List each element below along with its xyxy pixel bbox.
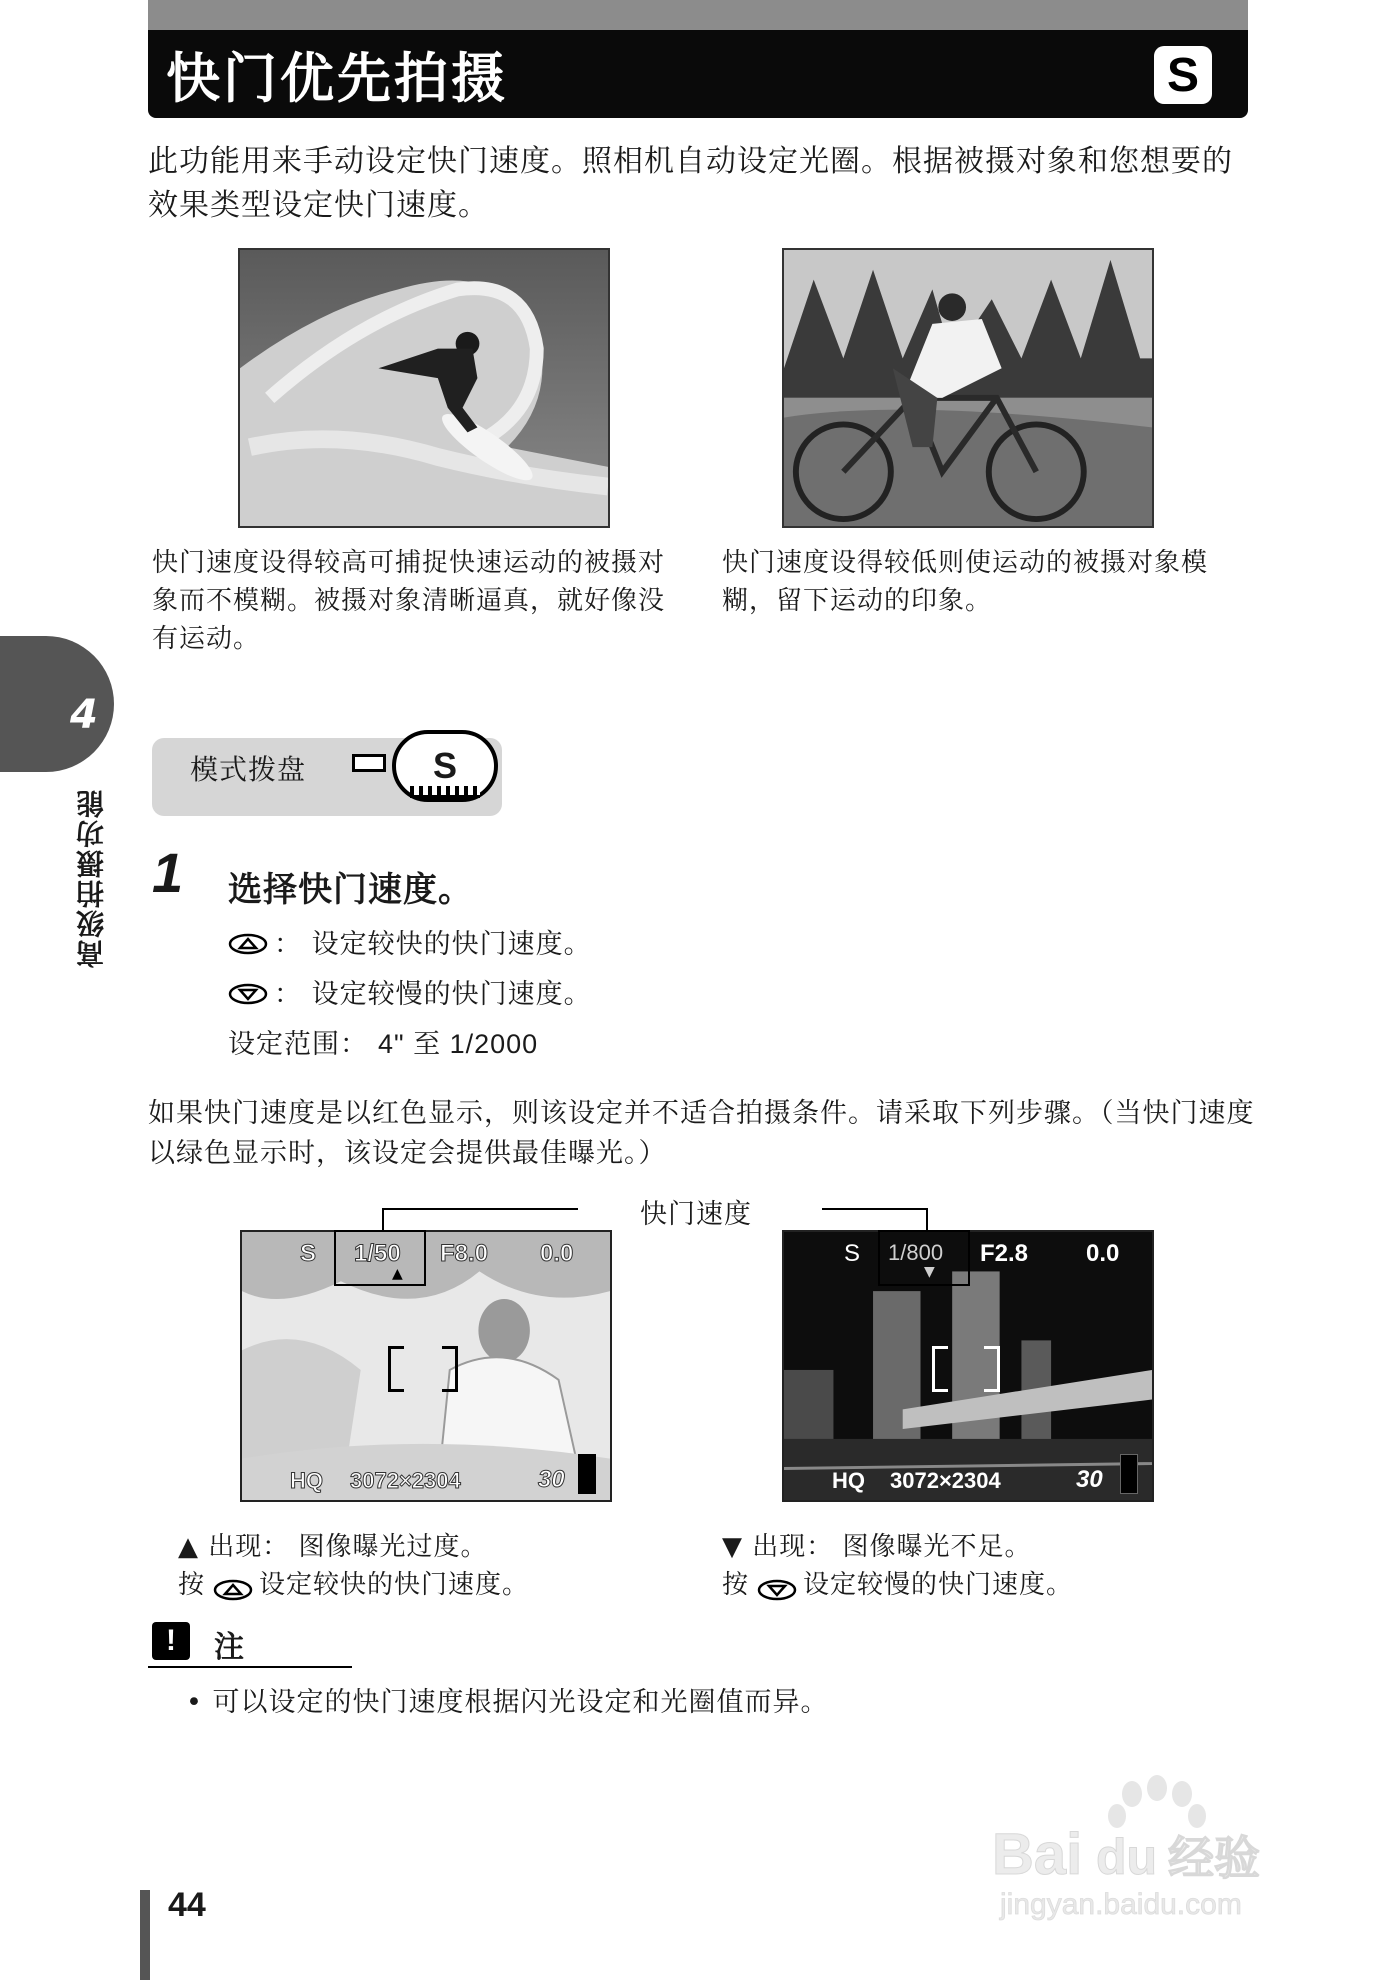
lcd-overexposed: [240, 1230, 612, 1502]
up-key-text: ： 设定较快的快门速度。: [274, 929, 592, 960]
page-number: 44: [168, 1886, 206, 1924]
svg-text:Bai: Bai: [992, 1822, 1083, 1887]
down-arrow-key-icon: [757, 1574, 797, 1596]
up-arrow-key-icon: [228, 931, 268, 953]
lcd-right-ev: 0.0: [1086, 1240, 1120, 1267]
fast-shutter-caption: 快门速度设得较高可捕捉快速运动的被摄对象而不模糊。被摄对象清晰逼真，就好像没有运动。: [152, 548, 666, 654]
lcd-left-ev: 0.0: [540, 1240, 574, 1267]
press-label: 按: [178, 1570, 206, 1600]
shutter-highlight-right: [878, 1230, 970, 1286]
overexposure-action: [178, 1566, 529, 1604]
underexposure-action: [722, 1566, 1073, 1604]
underexposure-action-text: 设定较慢的快门速度。: [803, 1570, 1074, 1600]
lcd-left-aperture: F8.0: [440, 1240, 489, 1267]
range-line: [228, 1022, 538, 1061]
af-frame-right-icon: [442, 1346, 458, 1392]
lcd-right-resolution: 3072×2304: [890, 1468, 1001, 1493]
shutter-highlight-left: [334, 1230, 426, 1286]
cyclist-photo: [782, 248, 1154, 528]
af-frame-left-icon: [932, 1346, 948, 1392]
range-label: 设定范围：: [228, 1029, 368, 1060]
step-title: 选择快门速度。: [228, 870, 473, 910]
lcd-left-resolution: 3072×2304: [350, 1468, 461, 1493]
lcd-right-frames: 30: [1076, 1466, 1103, 1493]
underexposure-arrow-icon: ▼: [924, 1264, 935, 1280]
af-frame-left-icon: [388, 1346, 404, 1392]
leader-line-left: [382, 1208, 578, 1210]
color-note: 如果快门速度是以红色显示，则该设定并不适合拍摄条件。请采取下列步骤。（当快门速度以绿色显示时，该设定会提供最佳曝光。）: [148, 1098, 1255, 1169]
intro-text: 此功能用来手动设定快门速度。照相机自动设定光圈。根据被摄对象和您想要的效果类型设定快门速度。: [148, 144, 1233, 223]
lcd-left-shutter: 1/50: [354, 1240, 401, 1267]
leader-line-right: [822, 1208, 928, 1210]
baidu-watermark: [992, 1774, 1312, 1924]
overexposure-arrow-icon: ▲: [392, 1266, 403, 1282]
down-arrow-key-icon: [228, 981, 268, 1003]
page-number-bar: [140, 1890, 150, 1980]
lcd-left-quality: HQ: [290, 1468, 323, 1493]
down-key-text: ： 设定较慢的快门速度。: [274, 979, 592, 1010]
leader-line-left-drop: [382, 1208, 384, 1232]
range-value: 4" 至 1/2000: [378, 1029, 539, 1059]
watermark-url: jingyan.baidu.com: [1000, 1888, 1242, 1921]
lcd-right-aperture: F2.8: [980, 1240, 1029, 1267]
overexposure-warning: [178, 1528, 529, 1604]
svg-text:经验: 经验: [1168, 1831, 1260, 1885]
surfer-photo: [238, 248, 610, 528]
page-title: 快门优先拍摄: [166, 46, 508, 110]
down-key-line: [228, 972, 592, 1011]
battery-icon: [578, 1454, 596, 1494]
battery-icon: [1120, 1454, 1138, 1494]
up-key-line: [228, 922, 592, 961]
overexposure-action-text: 设定较快的快门速度。: [259, 1570, 530, 1600]
lcd-right-shutter: 1/800: [888, 1240, 944, 1265]
lcd-left-frames: 30: [538, 1466, 565, 1493]
press-label: 按: [722, 1570, 750, 1600]
exclamation-icon: !: [152, 1622, 190, 1660]
leader-line-right-drop: [926, 1208, 928, 1232]
header-top-bar: [148, 0, 1248, 30]
underexposure-warning: [722, 1528, 1073, 1604]
chapter-label: 高级拍摄功能: [75, 788, 108, 968]
mode-dial-label: 模式拨盘: [190, 753, 307, 786]
title-bar: [148, 30, 1248, 118]
underexposure-line: ▼ 出现： 图像曝光不足。: [722, 1532, 1032, 1562]
dial-grip-icon: [410, 786, 480, 798]
mode-dial-setting: S: [432, 745, 457, 786]
step-number: 1: [152, 841, 184, 904]
slow-shutter-caption: 快门速度设得较低则使运动的被摄对象模糊，留下运动的印象。: [722, 548, 1209, 616]
shutter-speed-label: 快门速度: [640, 1199, 752, 1230]
lcd-right-mode: S: [844, 1240, 861, 1267]
lcd-left-mode: S: [300, 1240, 317, 1267]
overexposure-line: ▲ 出现： 图像曝光过度。: [178, 1532, 488, 1562]
dial-indicator-icon: [352, 754, 386, 772]
af-frame-right-icon: [984, 1346, 1000, 1392]
note-item: • 可以设定的快门速度根据闪光设定和光圈值而异。: [186, 1687, 829, 1718]
note-title: 注: [214, 1630, 244, 1665]
mode-s-badge: S: [1154, 46, 1212, 104]
lcd-right-quality: HQ: [832, 1468, 865, 1493]
svg-text:du: du: [1096, 1829, 1158, 1885]
chapter-number: 4: [70, 692, 98, 738]
up-arrow-key-icon: [213, 1574, 253, 1596]
